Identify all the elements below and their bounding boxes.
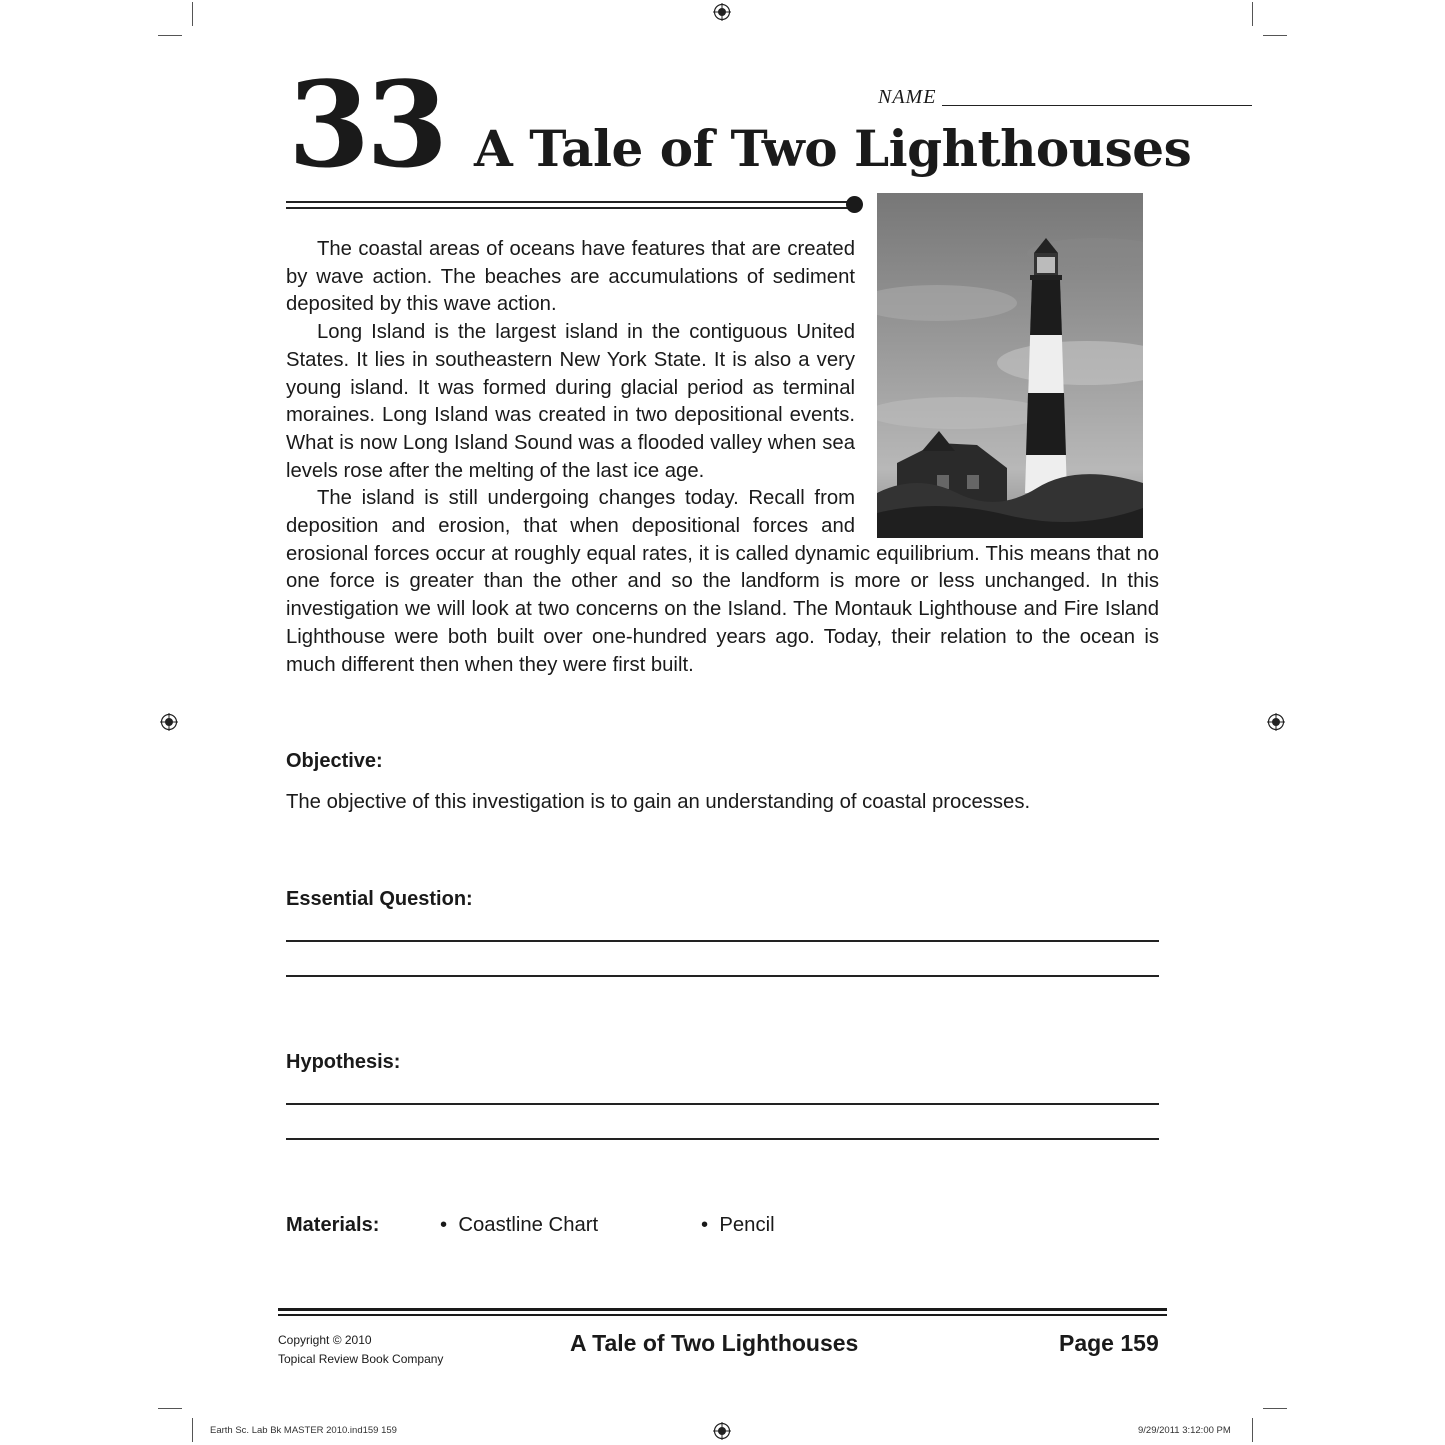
lesson-number: 33 xyxy=(288,55,445,194)
registration-mark-icon xyxy=(1267,713,1285,731)
intro-paragraph: The coastal areas of oceans have features that are created by wave action. The beaches are accumulations of sediment deposited by this wave action. xyxy=(286,238,855,316)
essential-question-heading: Essential Question: xyxy=(286,888,473,910)
crop-mark xyxy=(1263,35,1287,36)
header-rule xyxy=(286,207,851,209)
copyright-line: Copyright © 2010 xyxy=(278,1333,372,1347)
print-slug-timestamp: 9/29/2011 3:12:00 PM xyxy=(1138,1425,1231,1436)
registration-mark-icon xyxy=(713,1422,731,1440)
footer-rule xyxy=(278,1308,1167,1311)
hypothesis-answer-line[interactable] xyxy=(286,1103,1159,1105)
material-item: • Coastline Chart xyxy=(440,1214,599,1236)
print-slug-file: Earth Sc. Lab Bk MASTER 2010.ind159 159 xyxy=(210,1425,397,1436)
header-rule-dot xyxy=(846,196,863,213)
material-item: • Pencil xyxy=(701,1214,775,1236)
essential-question-answer-line[interactable] xyxy=(286,975,1159,977)
crop-mark xyxy=(1252,1418,1253,1442)
footer-rule xyxy=(278,1314,1167,1316)
name-field[interactable] xyxy=(942,105,1252,106)
intro-text xyxy=(286,236,1159,679)
page-number: Page 159 xyxy=(1059,1330,1159,1356)
crop-mark xyxy=(192,1418,193,1442)
copyright xyxy=(278,1331,443,1369)
registration-mark-icon xyxy=(713,3,731,21)
hypothesis-answer-line[interactable] xyxy=(286,1138,1159,1140)
materials-heading: Materials: xyxy=(286,1214,380,1236)
page-title: A Tale of Two Lighthouses xyxy=(474,119,1192,178)
intro-paragraph: The island is still undergoing changes today. Recall from deposition and erosion, that when depositional forces and erosional forces occur at roughly equal rates, it is called dynamic equilibrium. This means that no one force is greater than the other and so the landform is more or less unchanged. In this investigation we will look at two concerns on the Island. The Montauk Lighthouse and Fire Island Lighthouse were both built over one-hundred years ago. Today, their relation to the ocean is much different then when they were first built. xyxy=(286,487,1159,676)
crop-mark xyxy=(158,35,182,36)
material-item-label: Coastline Chart xyxy=(458,1214,599,1236)
registration-mark-icon xyxy=(160,713,178,731)
hypothesis-heading: Hypothesis: xyxy=(286,1051,401,1073)
crop-mark xyxy=(158,1408,182,1409)
name-label: NAME xyxy=(878,86,937,108)
material-item-label: Pencil xyxy=(719,1214,775,1236)
crop-mark xyxy=(192,2,193,26)
crop-mark xyxy=(1252,2,1253,26)
intro-paragraph: Long Island is the largest island in the contiguous United States. It lies in southeastern New York State. It is also a very young island. It was formed during glacial period as terminal moraines. Long Island was created in two depositional events. What is now Long Island Sound was a flooded valley when sea levels rose after the melting of the last ice age. xyxy=(286,321,855,482)
publisher-line: Topical Review Book Company xyxy=(278,1352,444,1366)
footer-title: A Tale of Two Lighthouses xyxy=(570,1330,859,1356)
objective-heading: Objective: xyxy=(286,750,383,772)
crop-mark xyxy=(1263,1408,1287,1409)
essential-question-answer-line[interactable] xyxy=(286,940,1159,942)
objective-text: The objective of this investigation is to gain an understanding of coastal processes. xyxy=(286,791,1031,813)
header-rule xyxy=(286,201,851,203)
